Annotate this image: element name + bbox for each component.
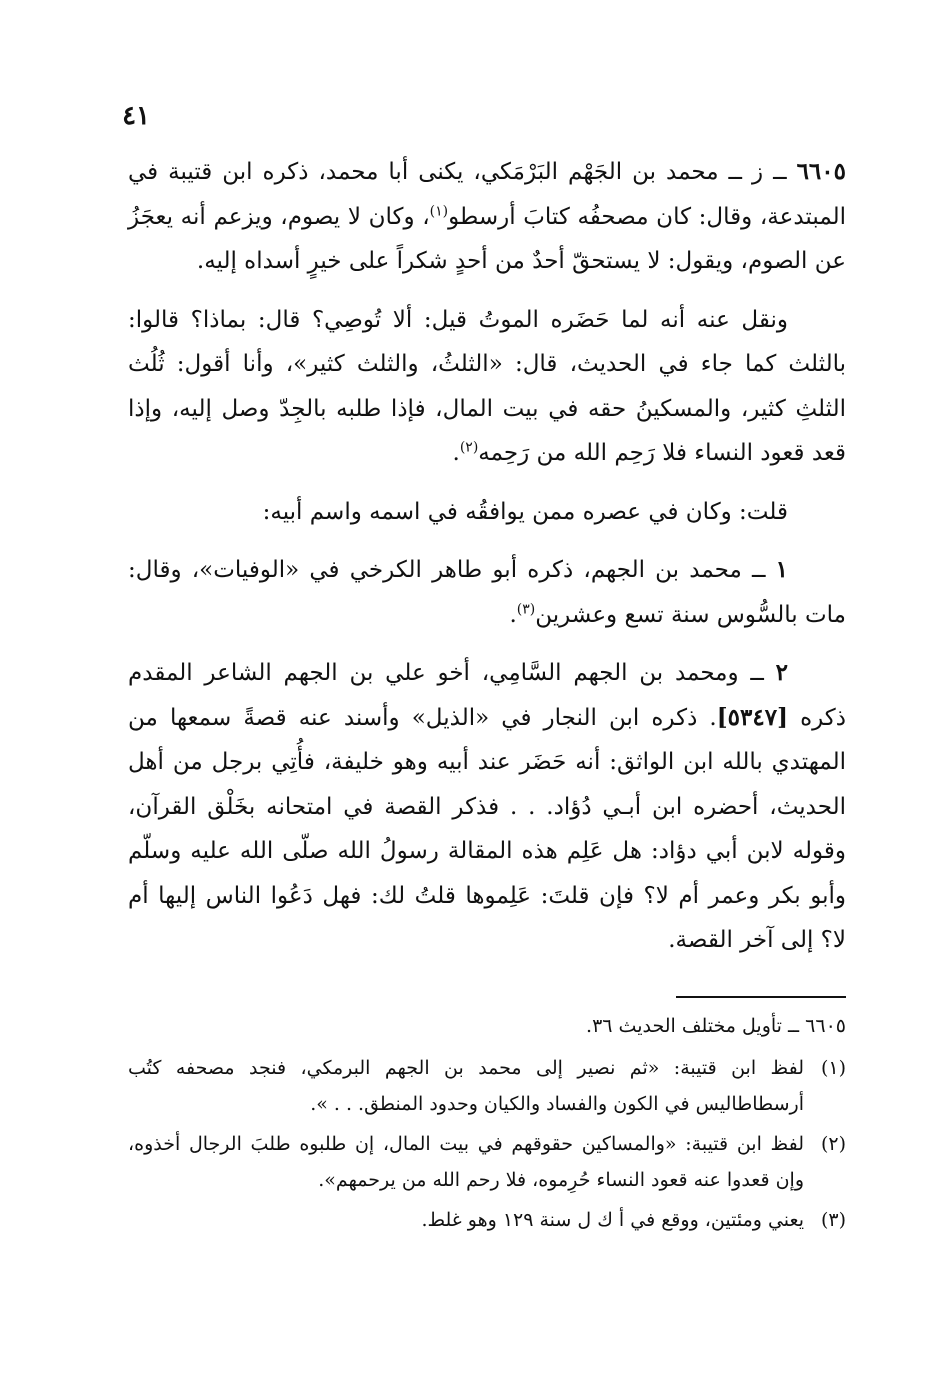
main-text <box>128 150 846 963</box>
footnote-text: لفظ ابن قتيبة: «والمساكين حقوقهم في بيت المال، إن طلبوه طلبَ الرجال أخذوه، وإن قعدوا عنه قعود النساء حُرِموه، فلا رحم الله من يرحمهم». <box>128 1133 804 1191</box>
footnote-text: لفظ ابن قتيبة: «ثم نصير إلى محمد بن الجهم البرمكي، فنجد مصحفه كتُب أرسطاطاليس في الكون والفساد والكيان وحدود المنطق. . . ». <box>128 1057 804 1115</box>
paragraph-text: ــ ومحمد بن الجهم السَّامِي، أخو علي بن الجهم الشاعر المقدم ذكره <box>128 660 847 731</box>
entry-number: ٦٦٠٥ <box>796 158 846 185</box>
cross-reference: [٥٣٤٧] <box>716 703 788 731</box>
footnote-divider <box>676 996 846 998</box>
footnote-reference: (٢) <box>459 439 479 456</box>
namesake-1-paragraph <box>128 548 846 637</box>
footnotes <box>128 1008 846 1242</box>
paragraph-text-continued: . <box>509 601 517 628</box>
paragraph-text-continued: ، وكان لا يصوم، ويزعم أنه يعجَزُ عن الصوم، ويقول: لا يستحقّ أحدٌ من أحدٍ شكراً على خيرٍ أسداه إليه. <box>128 203 846 274</box>
paragraph-will <box>128 298 846 476</box>
footnote-source: ٦٦٠٥ ــ تأويل مختلف الحديث ٣٦. <box>586 1015 846 1037</box>
namesake-2-paragraph <box>128 651 846 963</box>
footnote-reference: (٣) <box>516 600 536 617</box>
paragraph-text: قلت: وكان في عصره ممن يوافقُه في اسمه واسم أبيه: <box>262 498 788 525</box>
paragraph-text: ــ ز ــ محمد بن الجَهْم البَرْمَكي، يكنى أبا محمد، ذكره ابن قتيبة في المبتدعة، وقال: كان مصحفُه كتابَ أرسطو <box>128 159 847 230</box>
footnote-item <box>128 1050 846 1122</box>
paragraph-text-continued: . <box>452 440 460 466</box>
footnote-reference: (١) <box>429 202 449 219</box>
footnote-marker: (٣) <box>820 1209 846 1231</box>
entry-6605-paragraph <box>128 150 846 284</box>
footnote-item <box>128 1202 846 1238</box>
page-number: ٤١ <box>122 101 150 131</box>
paragraph-text: ــ محمد بن الجهم، ذكره أبو طاهر الكرخي في «الوفيات»، وقال: مات بالسُّوس سنة تسع وعشرين <box>128 557 846 628</box>
entry-number: ٢ <box>775 659 788 686</box>
footnote-text: يعني ومئتين، ووقع في أ ك ل سنة ١٢٩ وهو غلط. <box>421 1209 804 1231</box>
entry-number: ١ <box>775 556 788 583</box>
paragraph-namesakes-intro <box>128 490 846 535</box>
footnote-marker: (١) <box>820 1057 846 1079</box>
footnote-marker: (٢) <box>820 1133 846 1155</box>
footnote-item <box>128 1126 846 1198</box>
paragraph-text: ونقل عنه أنه لما حَضَره الموتُ قيل: ألا تُوصِي؟ قال: بماذا؟ قالوا: بالثلث كما جاء في الحديث، قال: «الثلثُ، والثلث كثير»، وأنا أقول: ثُلُث الثلثِ كثير، والمسكينُ حقه في بيت المال، فإذا طلبه بالجِدّ وصل إليه، وإذا قعد قعود النساء فلا رَحِم الله من رَحِمه <box>128 306 846 466</box>
paragraph-text-continued: . ذكره ابن النجار في «الذيل» وأسند عنه قصةً سمعها من المهتدي بالله ابن الواثق: أنه حَضَر عند أبيه وهو خليفة، فأُتِي برجل من أهل الحديث، أحضره ابن أبـي دُؤاد. . . فذكر القصة في امتحانه بخَلْق القرآن، وقوله لابن أبي دؤاد: هل عَلِم هذه المقالة رسولُ الله صلّى الله عليه وسلّم وأبو بكر وعمر أم لا؟ فإن قلتَ: عَلِموها قلتُ لك: فهل دَعُوا الناس إليها أم لا؟ إلى آخر القصة. <box>128 704 846 953</box>
